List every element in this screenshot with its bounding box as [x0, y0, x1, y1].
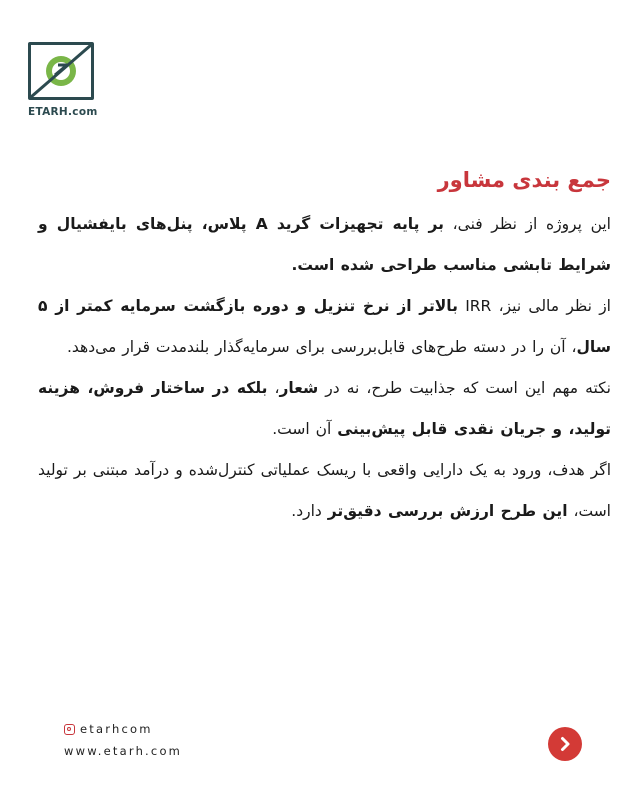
text: این پروژه از نظر فنی،	[444, 215, 611, 233]
bold-text: بلکه در ساختار فروش، هزینه تولید، و جریان نقدی قابل پیش‌بینی	[38, 379, 611, 438]
text: اگر هدف، ورود به یک دارایی واقعی با ریسک عملیاتی کنترل‌شده و درآمد مبتنی بر تولید است،	[38, 461, 611, 520]
bold-text: این طرح ارزش بررسی دقیق‌تر	[327, 502, 568, 520]
next-button[interactable]	[548, 727, 582, 761]
paragraph-conclusion	[38, 450, 611, 532]
chevron-right-icon	[557, 736, 573, 752]
bold-text: بالاتر از نرخ تنزیل و دوره بازگشت سرمایه کمتر از ۵ سال	[38, 297, 611, 356]
page-title: جمع بندی مشاور	[437, 168, 611, 192]
instagram-handle: etarhcom	[80, 722, 153, 736]
text: نکته مهم این است که جذابیت طرح، نه در	[318, 379, 612, 397]
bold-text: بر پایه تجهیزات گرید A پلاس، پنل‌های بایفشیال و شرایط تابشی مناسب طراحی شده است.	[38, 215, 611, 274]
text: ،	[267, 379, 280, 397]
text: ، آن را در دسته طرح‌های قابل‌بررسی برای سرمایه‌گذار بلندمدت قرار می‌دهد.	[66, 338, 577, 356]
paragraph-technical	[38, 204, 611, 286]
text: دارد.	[291, 502, 328, 520]
paragraph-financial	[38, 286, 611, 368]
instagram-icon	[64, 724, 75, 735]
text: از نظر مالی نیز، IRR	[457, 297, 611, 315]
website-link[interactable]: www.etarh.com	[64, 744, 183, 758]
logo-text: ETARH.com	[28, 106, 98, 118]
text: آن است.	[272, 420, 338, 438]
brand-logo	[28, 42, 98, 118]
bold-text: شعار	[279, 379, 319, 397]
logo-mark	[28, 42, 94, 100]
main-content	[38, 168, 611, 532]
instagram-link[interactable]	[64, 722, 182, 736]
paragraph-key-point	[38, 368, 611, 450]
footer-contact	[64, 722, 182, 758]
